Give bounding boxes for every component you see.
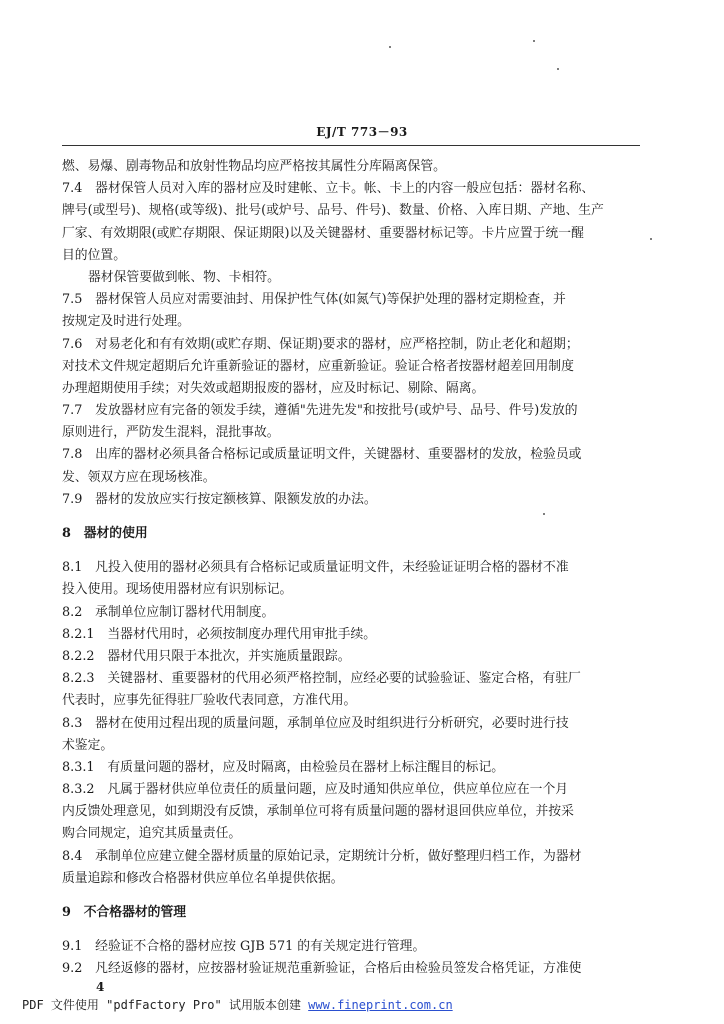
text-line: 8.3.1 有质量问题的器材，应及时隔离，由检验员在器材上标注醒目的标记。 [62,759,505,775]
text-line: 7.6 对易老化和有有效期(或贮存期、保证期)要求的器材，应严格控制，防止老化和超期； [62,336,579,352]
text-line: 投入使用。现场使用器材应有识别标记。 [62,582,293,598]
footer-text: PDF 文件使用 "pdfFactory Pro" 试用版本创建 [22,998,309,1012]
text-line: 8.2.1 当器材代用时，必须按制度办理代用审批手续。 [62,626,377,642]
text-line: 8.1 凡投入使用的器材必须具有合格标记或质量证明文件，未经验证证明合格的器材不准 [62,560,569,576]
text-line: 8.4 承制单位应建立健全器材质量的原始记录，定期统计分析，做好整理归档工作，为器材 [62,848,582,864]
text-line: 7.7 发放器材应有完备的领发手续，遵循"先进先发"和按批号(或炉号、品号、件号)发放的 [62,403,578,419]
text-line: 8.2 承制单位应制订器材代用制度。 [62,604,275,620]
text-line: 牌号(或型号)、规格(或等级)、批号(或炉号、品号、件号)、数量、价格、入库日期、产地、生产 [62,203,604,219]
text-line: 术鉴定。 [62,737,114,753]
document-code-header: EJ/T 773－93 [316,125,408,139]
text-line: 购合同规定，追究其质量责任。 [62,826,242,842]
paragraph-gap [62,511,642,523]
header-rule [62,145,640,146]
paragraph-gap [62,890,642,902]
text-line: 8.2.3 关键器材、重要器材的代用必须严格控制，应经必要的试验验证、鉴定合格，有驻厂 [62,671,581,687]
footer-link[interactable]: www.fineprint.com.cn [308,998,453,1012]
text-line: 7.5 器材保管人员应对需要油封、用保护性气体(如氮气)等保护处理的器材定期检查，并 [62,292,566,308]
text-line: 对技术文件规定超期后允许重新验证的器材，应重新验证。验证合格者按器材超差回用制度 [62,358,574,374]
text-line: 9.1 经验证不合格的器材应按 GJB 571 的有关规定进行管理。 [62,939,426,955]
text-line: 8.3.2 凡属于器材供应单位责任的质量问题，应及时通知供应单位，供应单位应在一个月 [62,782,569,798]
text-line: 燃、易爆、剧毒物品和放射性物品均应严格按其属性分库隔离保管。 [62,159,446,174]
text-line: 7.8 出库的器材必须具备合格标记或质量证明文件，关键器材、重要器材的发放，检验员或 [62,447,582,463]
text-line: 8.3 器材在使用过程出现的质量问题，承制单位应及时组织进行分析研究，必要时进行技 [62,715,569,731]
scan-speck [533,40,535,42]
text-line: 质量追踪和修改合格器材供应单位名单提供依据。 [62,870,344,886]
text-line: 发、领双方应在现场核准。 [62,469,216,485]
scan-speck [557,68,559,70]
paragraph-gap [62,545,642,557]
scan-speck [389,46,391,48]
scan-speck [543,513,545,515]
page-number: 4 [96,980,105,994]
text-line: 原则进行，严防发生混料，混批事故。 [62,425,280,441]
text-line: 器材保管要做到帐、物、卡相符。 [88,269,280,285]
text-line: 按规定及时进行处理。 [62,314,190,330]
paragraph-gap [62,924,642,936]
section-heading: 9 不合格器材的管理 [62,905,187,920]
pdf-footer [22,996,453,1013]
text-line: 厂家、有效期限(或贮存期限、保证期限)以及关键器材、重要器材标记等。卡片应置于统一醒 [62,225,584,241]
section-heading: 8 器材的使用 [62,526,148,541]
text-line: 9.2 凡经返修的器材，应按器材验证规范重新验证，合格后由检验员签发合格凭证，方准使 [62,961,582,977]
text-line: 7.4 器材保管人员对入库的器材应及时建帐、立卡。帐、卡上的内容一般应包括：器材名称、 [62,181,595,197]
text-line: 目的位置。 [62,247,126,263]
text-line: 7.9 器材的发放应实行按定额核算、限额发放的办法。 [62,491,377,507]
text-line: 办理超期使用手续；对失效或超期报废的器材，应及时标记、剔除、隔离。 [62,380,485,396]
text-line: 内反馈处理意见，如到期没有反馈，承制单位可将有质量问题的器材退回供应单位，并按采 [62,804,574,820]
text-line: 8.2.2 器材代用只限于本批次，并实施质量跟踪。 [62,648,351,664]
text-line: 代表时，应事先征得驻厂验收代表同意，方准代用。 [62,693,357,709]
scan-speck [650,238,652,240]
body-text [62,156,642,981]
